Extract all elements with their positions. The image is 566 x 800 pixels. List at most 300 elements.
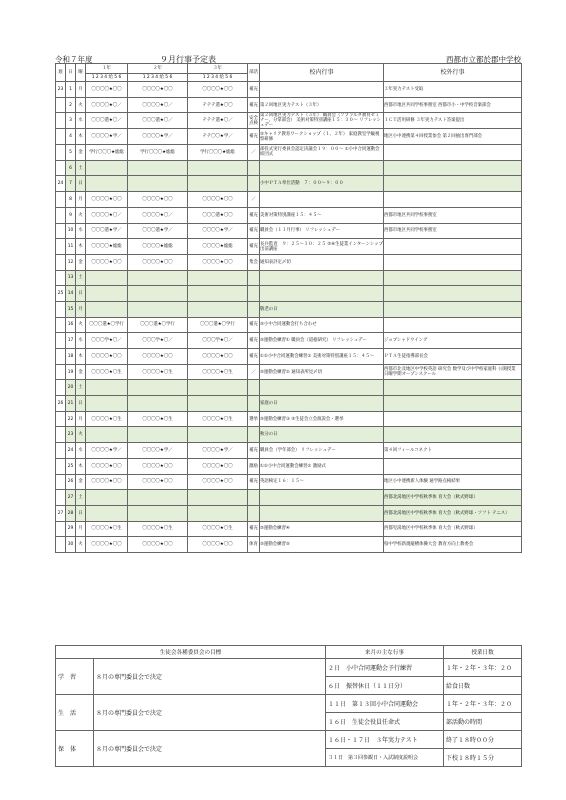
school-event: ①②小中合同運動会練習① 美術対策特別講座１５：４５～ (260, 349, 384, 365)
outside-event: ３年実力テスト受取 (384, 82, 522, 98)
school-event: 職員会（１１月行事） リフレッシュデー (260, 223, 384, 239)
school-event (260, 380, 384, 396)
schedule-row (56, 427, 522, 443)
day-number: 15 (66, 301, 76, 317)
day-number: 7 (66, 176, 76, 192)
outside-event (384, 317, 522, 333)
weekday: 木 (76, 239, 86, 255)
schedule-row (56, 333, 522, 349)
weekday: 木 (76, 458, 86, 474)
club-note: 安全点検 (248, 113, 260, 129)
weekday: 日 (76, 396, 86, 412)
next-item: ３１日 第３回参観日・入試制度説明会 (326, 749, 444, 767)
grade3-periods (188, 396, 248, 412)
next-item: １６日 生徒会役員任命式 (326, 713, 444, 731)
club-note (248, 160, 260, 176)
weekday: 水 (76, 113, 86, 129)
week-number (56, 97, 66, 113)
grade3-periods (188, 176, 248, 192)
grade2-periods: 〇〇〇〇★〇〇 (128, 349, 188, 365)
schedule-row (56, 270, 522, 286)
outside-event (384, 145, 522, 161)
goal-text: ８月の専門委員会で決定 (94, 695, 326, 731)
schedule-row (56, 223, 522, 239)
col-grade2: ２年 (128, 64, 188, 74)
schedule-row (56, 443, 522, 459)
weekday: 火 (76, 97, 86, 113)
school-event: ⑤運動会練習③ ⑤生徒会立会演説会・選挙 (260, 411, 384, 427)
outside-event (384, 458, 522, 474)
day-number: 8 (66, 192, 76, 208)
grade2-periods (128, 286, 188, 302)
school-event: ⑤運動会練習⑤ (260, 537, 384, 553)
school-event (260, 505, 384, 521)
grade3-periods: 〇〇〇〇★学／ (188, 223, 248, 239)
school-event (260, 160, 384, 176)
school-event: 美術対策特別講座１５：４５～ (260, 207, 384, 223)
grade3-periods: 〇〇〇〇★〇〇 (188, 537, 248, 553)
grade3-periods: 〇〇〇〇★学／ (188, 443, 248, 459)
next-title: 来月の主な行事 (326, 646, 444, 659)
grade1-periods: 〇〇〇〇★〇〇 (86, 537, 128, 553)
day-number: 13 (66, 270, 76, 286)
week-number (56, 254, 66, 270)
club-note: 補充 (248, 317, 260, 333)
grade3-periods (188, 380, 248, 396)
day-number: 26 (66, 474, 76, 490)
club-note: ／ (248, 364, 260, 380)
school-event: 長兵監査 ９：２５～１０：２５ ⑤⑥生徒業インターンシップ出前講座 (260, 239, 384, 255)
grade3-periods: テテテ遣★〇／ (188, 113, 248, 129)
week-number (56, 380, 66, 396)
day-number: 5 (66, 145, 76, 161)
day-number: 4 (66, 129, 76, 145)
day-number: 27 (66, 490, 76, 506)
grade2-periods (128, 270, 188, 286)
week-number: 23 (56, 82, 66, 98)
grade1-periods: 〇〇〇〇★学／ (86, 129, 128, 145)
grade2-periods (128, 176, 188, 192)
periods-g1: 1 2 3 4 給 5 6 (86, 74, 128, 82)
grade1-periods (86, 380, 128, 396)
school-name: 西都市立都於郡中学校 (446, 55, 521, 64)
col-week: 週 (56, 64, 66, 82)
club-note: 激励 (248, 458, 260, 474)
school-event: ①②小中合同運動会練習② 激励式 (260, 458, 384, 474)
schedule-row (56, 160, 522, 176)
outside-event (384, 380, 522, 396)
week-number (56, 349, 66, 365)
club-note (248, 176, 260, 192)
grade2-periods (128, 505, 188, 521)
day-number: 16 (66, 317, 76, 333)
grade1-periods: 〇〇〇遣★学／ (86, 223, 128, 239)
schedule-row (56, 97, 522, 113)
outside-event: 西都市地区共同学校事務室 (384, 207, 522, 223)
outside-event (384, 254, 522, 270)
outside-event: 西都児湯地区中学校秋季体 育大会（軟式野球） (384, 521, 522, 537)
club-note: 補充 (248, 82, 260, 98)
grade3-periods (188, 490, 248, 506)
outside-event (384, 411, 522, 427)
day-number: 17 (66, 333, 76, 349)
outside-event: 西都市地区共同学校事務室 (384, 223, 522, 239)
grade3-periods: 学行〇〇〇★総総 (188, 145, 248, 161)
day-number: 24 (66, 443, 76, 459)
day-number: 14 (66, 286, 76, 302)
outside-event (384, 176, 522, 192)
grade1-periods: 〇〇〇〇★〇〇 (86, 254, 128, 270)
weekday: 土 (76, 270, 86, 286)
week-number: 24 (56, 176, 66, 192)
day-number: 1 (66, 82, 76, 98)
grade1-periods: 〇〇〇〇★〇／ (86, 97, 128, 113)
grade1-periods: 〇〇〇〇★〇生 (86, 364, 128, 380)
grade1-periods (86, 301, 128, 317)
week-number (56, 223, 66, 239)
grade1-periods: 学行〇〇〇★総総 (86, 145, 128, 161)
week-number (56, 301, 66, 317)
schedule-row (56, 113, 522, 129)
grade2-periods: 〇〇〇学★〇／ (128, 333, 188, 349)
grade2-periods: 〇〇〇〇★〇〇 (128, 458, 188, 474)
weekday: 月 (76, 301, 86, 317)
schedule-row (56, 286, 522, 302)
grade2-periods (128, 427, 188, 443)
grade3-periods: 〇〇〇〇★〇生 (188, 411, 248, 427)
goal-label: 保 体 (56, 731, 94, 767)
school-event: 第２回地区実力テスト（３年） (260, 97, 384, 113)
schedule-row (56, 411, 522, 427)
club-note: 補充 (248, 474, 260, 490)
grade2-periods: 〇〇〇遣★〇／ (128, 113, 188, 129)
schedule-row (56, 396, 522, 412)
school-event (260, 490, 384, 506)
club-note (248, 505, 260, 521)
week-number (56, 270, 66, 286)
school-event: ⑤運動会練習② 通知表所見〆切 (260, 364, 384, 380)
periods-g3: 1 2 3 4 給 5 6 (188, 74, 248, 82)
day-number: 3 (66, 113, 76, 129)
week-number (56, 521, 66, 537)
schedule-row (56, 474, 522, 490)
outside-event: ＰＴＡ生徒指導部長会 (384, 349, 522, 365)
schedule-row (56, 490, 522, 506)
school-event (260, 270, 384, 286)
grade2-periods: 学行〇〇〇★総総 (128, 145, 188, 161)
club-note (248, 286, 260, 302)
grade1-periods: 〇〇〇〇★〇生 (86, 411, 128, 427)
school-event: 家庭の日 (260, 396, 384, 412)
week-number (56, 443, 66, 459)
week-number (56, 333, 66, 349)
schedule-row (56, 239, 522, 255)
schedule-row (56, 192, 522, 208)
week-number (56, 317, 66, 333)
day-number: 11 (66, 239, 76, 255)
school-event: 秋分の日 (260, 427, 384, 443)
club-note: 補充 (248, 239, 260, 255)
weekday: 火 (76, 317, 86, 333)
goal-label: 生 活 (56, 695, 94, 731)
grade3-periods (188, 286, 248, 302)
weekday: 土 (76, 160, 86, 176)
grade3-periods: 〇〇〇〇★総総 (188, 239, 248, 255)
school-event (260, 286, 384, 302)
day-number: 12 (66, 254, 76, 270)
page-title: ９月行事予定表 (160, 55, 216, 64)
schedule-row (56, 254, 522, 270)
fiscal-year: 令和７年度 (55, 55, 93, 64)
club-note (248, 490, 260, 506)
outside-event: 地区小中連携新人体験 通学路点検結果 (384, 474, 522, 490)
next-item: １１日 第１３回小中合同運動会 (326, 695, 444, 713)
grade1-periods (86, 505, 128, 521)
grade1-periods: 〇〇〇〇★学／ (86, 443, 128, 459)
outside-event (384, 396, 522, 412)
outside-event: 西都北湯地区中学校秋季体 育大会（軟式野球・ソフト テニス） (384, 505, 522, 521)
schedule-row (56, 145, 522, 161)
grade1-periods: 〇〇〇〇★〇〇 (86, 192, 128, 208)
outside-event: ジョブシャドウイング (384, 333, 522, 349)
grade2-periods: 〇〇〇〇★〇生 (128, 521, 188, 537)
weekday: 月 (76, 411, 86, 427)
weekday: 金 (76, 254, 86, 270)
day-number: 29 (66, 521, 76, 537)
grade2-periods: 〇〇〇〇★〇／ (128, 207, 188, 223)
grade2-periods: 〇〇〇〇★〇〇 (128, 192, 188, 208)
schedule-row (56, 537, 522, 553)
grade2-periods (128, 396, 188, 412)
grade3-periods: 〇〇〇〇★〇〇 (188, 192, 248, 208)
week-number (56, 411, 66, 427)
week-number: 27 (56, 505, 66, 521)
grade3-periods: 〇〇〇〇★〇〇 (188, 349, 248, 365)
week-number (56, 474, 66, 490)
grade2-periods (128, 380, 188, 396)
grade3-periods (188, 270, 248, 286)
week-number (56, 537, 66, 553)
weekday: 金 (76, 364, 86, 380)
week-number (56, 427, 66, 443)
schedule-table (55, 63, 522, 553)
schedule-row (56, 364, 522, 380)
week-number: 25 (56, 286, 66, 302)
weekday: 日 (76, 176, 86, 192)
outside-event (384, 270, 522, 286)
next-item: １６日・１７日 ３年実力テスト (326, 731, 444, 749)
club-note: 集会 (248, 254, 260, 270)
grade1-periods: 〇〇〇〇★〇〇 (86, 458, 128, 474)
grade2-periods: 〇〇〇〇★学／ (128, 443, 188, 459)
weekday: 木 (76, 349, 86, 365)
hours-item: １年・２年・３年：２０ (444, 659, 522, 677)
club-note: 補充 (248, 333, 260, 349)
goal-text: ８月の専門委員会で決定 (94, 731, 326, 767)
club-note: 体育 (248, 537, 260, 553)
goal-label: 学 習 (56, 659, 94, 695)
outside-event (384, 286, 522, 302)
club-note (248, 270, 260, 286)
schedule-row (56, 207, 522, 223)
col-club: 部活 (248, 64, 260, 82)
club-note: 補充 (248, 97, 260, 113)
grade1-periods: 〇〇〇〇★〇／ (86, 207, 128, 223)
grade3-periods: テテテ遣★〇〇 (188, 97, 248, 113)
school-event: 敬老の日 (260, 301, 384, 317)
weekday: 月 (76, 192, 86, 208)
day-number: 23 (66, 427, 76, 443)
club-note: ／ (248, 145, 260, 161)
outside-event: 西都市北及地区中学校英語 研究会 数学及び中学校家庭科 公開授業 日曜学期オープンスクール (384, 364, 522, 380)
club-note: ／ (248, 192, 260, 208)
week-number: 26 (56, 396, 66, 412)
week-number (56, 239, 66, 255)
grade1-periods: 〇〇〇学★〇／ (86, 333, 128, 349)
week-number (56, 364, 66, 380)
col-grade3: ３年 (188, 64, 248, 74)
outside-event (384, 160, 522, 176)
grade2-periods: 〇〇〇遣★〇学行 (128, 317, 188, 333)
day-number: 28 (66, 505, 76, 521)
grade2-periods (128, 490, 188, 506)
day-number: 2 (66, 97, 76, 113)
club-note: 補充 (248, 129, 260, 145)
club-note (248, 427, 260, 443)
school-event: 部役式実行委員会認定決議会１９：００～ ①小中合同運動会結団式 (260, 145, 384, 161)
week-number (56, 160, 66, 176)
grade1-periods: 〇〇〇遣★〇／ (86, 113, 128, 129)
school-event: ⑤キャリア教育ワークショップ（１、２年） 家庭教室学級視察研修 (260, 129, 384, 145)
grade3-periods: 〇〇〇〇★〇〇 (188, 82, 248, 98)
grade1-periods (86, 490, 128, 506)
outside-event: 地区小中連携第４回授業参会 第２回抽出専門部会 (384, 129, 522, 145)
schedule-row (56, 82, 522, 98)
grade1-periods (86, 270, 128, 286)
grade3-periods: 〇〇〇〇★〇生 (188, 364, 248, 380)
grade3-periods: 〇〇〇学★〇／ (188, 333, 248, 349)
school-event: ⑤運動会練習① 職員会（道徳研究） リフレッシュデー (260, 333, 384, 349)
schedule-row (56, 380, 522, 396)
grade1-periods: 〇〇〇遣★〇学行 (86, 317, 128, 333)
goal-title: 生徒会各種委員会の目標 (56, 646, 326, 659)
day-number: 10 (66, 223, 76, 239)
week-number (56, 458, 66, 474)
week-number (56, 490, 66, 506)
club-note (248, 396, 260, 412)
schedule-row (56, 176, 522, 192)
club-note: 補充 (248, 443, 260, 459)
club-note: 補充 (248, 521, 260, 537)
day-number: 19 (66, 364, 76, 380)
grade2-periods (128, 301, 188, 317)
outside-event (384, 239, 522, 255)
grade3-periods (188, 160, 248, 176)
grade3-periods: 〇〇〇〇★〇生 (188, 521, 248, 537)
grade1-periods: 〇〇〇〇★〇〇 (86, 82, 128, 98)
weekday: 火 (76, 537, 86, 553)
week-number (56, 113, 66, 129)
col-day: 日 (66, 64, 76, 82)
hours-item: 終了１８時００分 (444, 731, 522, 749)
day-number: 20 (66, 380, 76, 396)
school-event: 職員会（学年部会） リフレッシュデー (260, 443, 384, 459)
school-event: ⑤運動会練習④ (260, 521, 384, 537)
schedule-row (56, 521, 522, 537)
grade1-periods (86, 176, 128, 192)
weekday: 水 (76, 223, 86, 239)
school-event (260, 192, 384, 208)
grade3-periods: テテ〇〇★学／ (188, 129, 248, 145)
hours-title: 授業日数 (444, 646, 522, 659)
club-note: 選挙 (248, 411, 260, 427)
grade3-periods: 〇〇〇〇★〇〇 (188, 254, 248, 270)
periods-g2: 1 2 3 4 給 5 6 (128, 74, 188, 82)
weekday: 月 (76, 521, 86, 537)
week-number (56, 192, 66, 208)
grade1-periods: 〇〇〇〇★〇〇 (86, 349, 128, 365)
day-number: 21 (66, 396, 76, 412)
grade2-periods: 〇〇〇〇★〇生 (128, 364, 188, 380)
grade3-periods: 〇〇〇遣★〇〇 (188, 207, 248, 223)
next-item: ２日 小中合同運動会予行練習 (326, 659, 444, 677)
schedule-row (56, 129, 522, 145)
grade3-periods: 〇〇〇遣★〇学行 (188, 317, 248, 333)
outside-event (384, 192, 522, 208)
grade1-periods (86, 396, 128, 412)
grade2-periods: 〇〇〇遣★学／ (128, 223, 188, 239)
grade1-periods: 〇〇〇〇★〇生 (86, 521, 128, 537)
goal-text: ８月の専門委員会で決定 (94, 659, 326, 695)
grade2-periods: 〇〇〇〇★〇〇 (128, 254, 188, 270)
grade1-periods (86, 160, 128, 176)
grade2-periods: 〇〇〇〇★学／ (128, 129, 188, 145)
week-number (56, 145, 66, 161)
day-number: 22 (66, 411, 76, 427)
outside-event (384, 301, 522, 317)
schedule-row (56, 349, 522, 365)
grade2-periods: 〇〇〇〇★〇生 (128, 411, 188, 427)
col-school-events: 校内行事 (260, 64, 384, 82)
week-number (56, 129, 66, 145)
day-number: 25 (66, 458, 76, 474)
weekday: 月 (76, 82, 86, 98)
outside-event (384, 427, 522, 443)
weekday: 火 (76, 207, 86, 223)
grade3-periods: 〇〇〇〇★〇〇 (188, 458, 248, 474)
weekday: 日 (76, 505, 86, 521)
footer-table (55, 645, 522, 767)
grade3-periods (188, 301, 248, 317)
outside-event: 西都市地区共同学校事務室 西都市小・中学校音楽部会 (384, 97, 522, 113)
school-event: 第２回地区実力テスト（３年） 職員会（ソプラルタ教育セミナー、分掌部会） 美術対策特別講座１５：３０～ リフレッシュデー (260, 113, 384, 129)
school-event: ⑤小中合同運動会打ち合わせ (260, 317, 384, 333)
weekday: 金 (76, 145, 86, 161)
weekday: 土 (76, 380, 86, 396)
day-number: 30 (66, 537, 76, 553)
club-note (248, 380, 260, 396)
club-note: 補充 (248, 349, 260, 365)
outside-event: 西都北湯地区中学校秋季体 育大会（軟式野球） (384, 490, 522, 506)
weekday: 木 (76, 129, 86, 145)
grade1-periods: 〇〇〇〇★総総 (86, 239, 128, 255)
hours-item: 下校１８時１５分 (444, 749, 522, 767)
club-note: 補充 (248, 207, 260, 223)
weekday: 土 (76, 490, 86, 506)
day-number: 18 (66, 349, 76, 365)
grade3-periods: 〇〇〇〇★〇〇 (188, 474, 248, 490)
schedule-row (56, 505, 522, 521)
